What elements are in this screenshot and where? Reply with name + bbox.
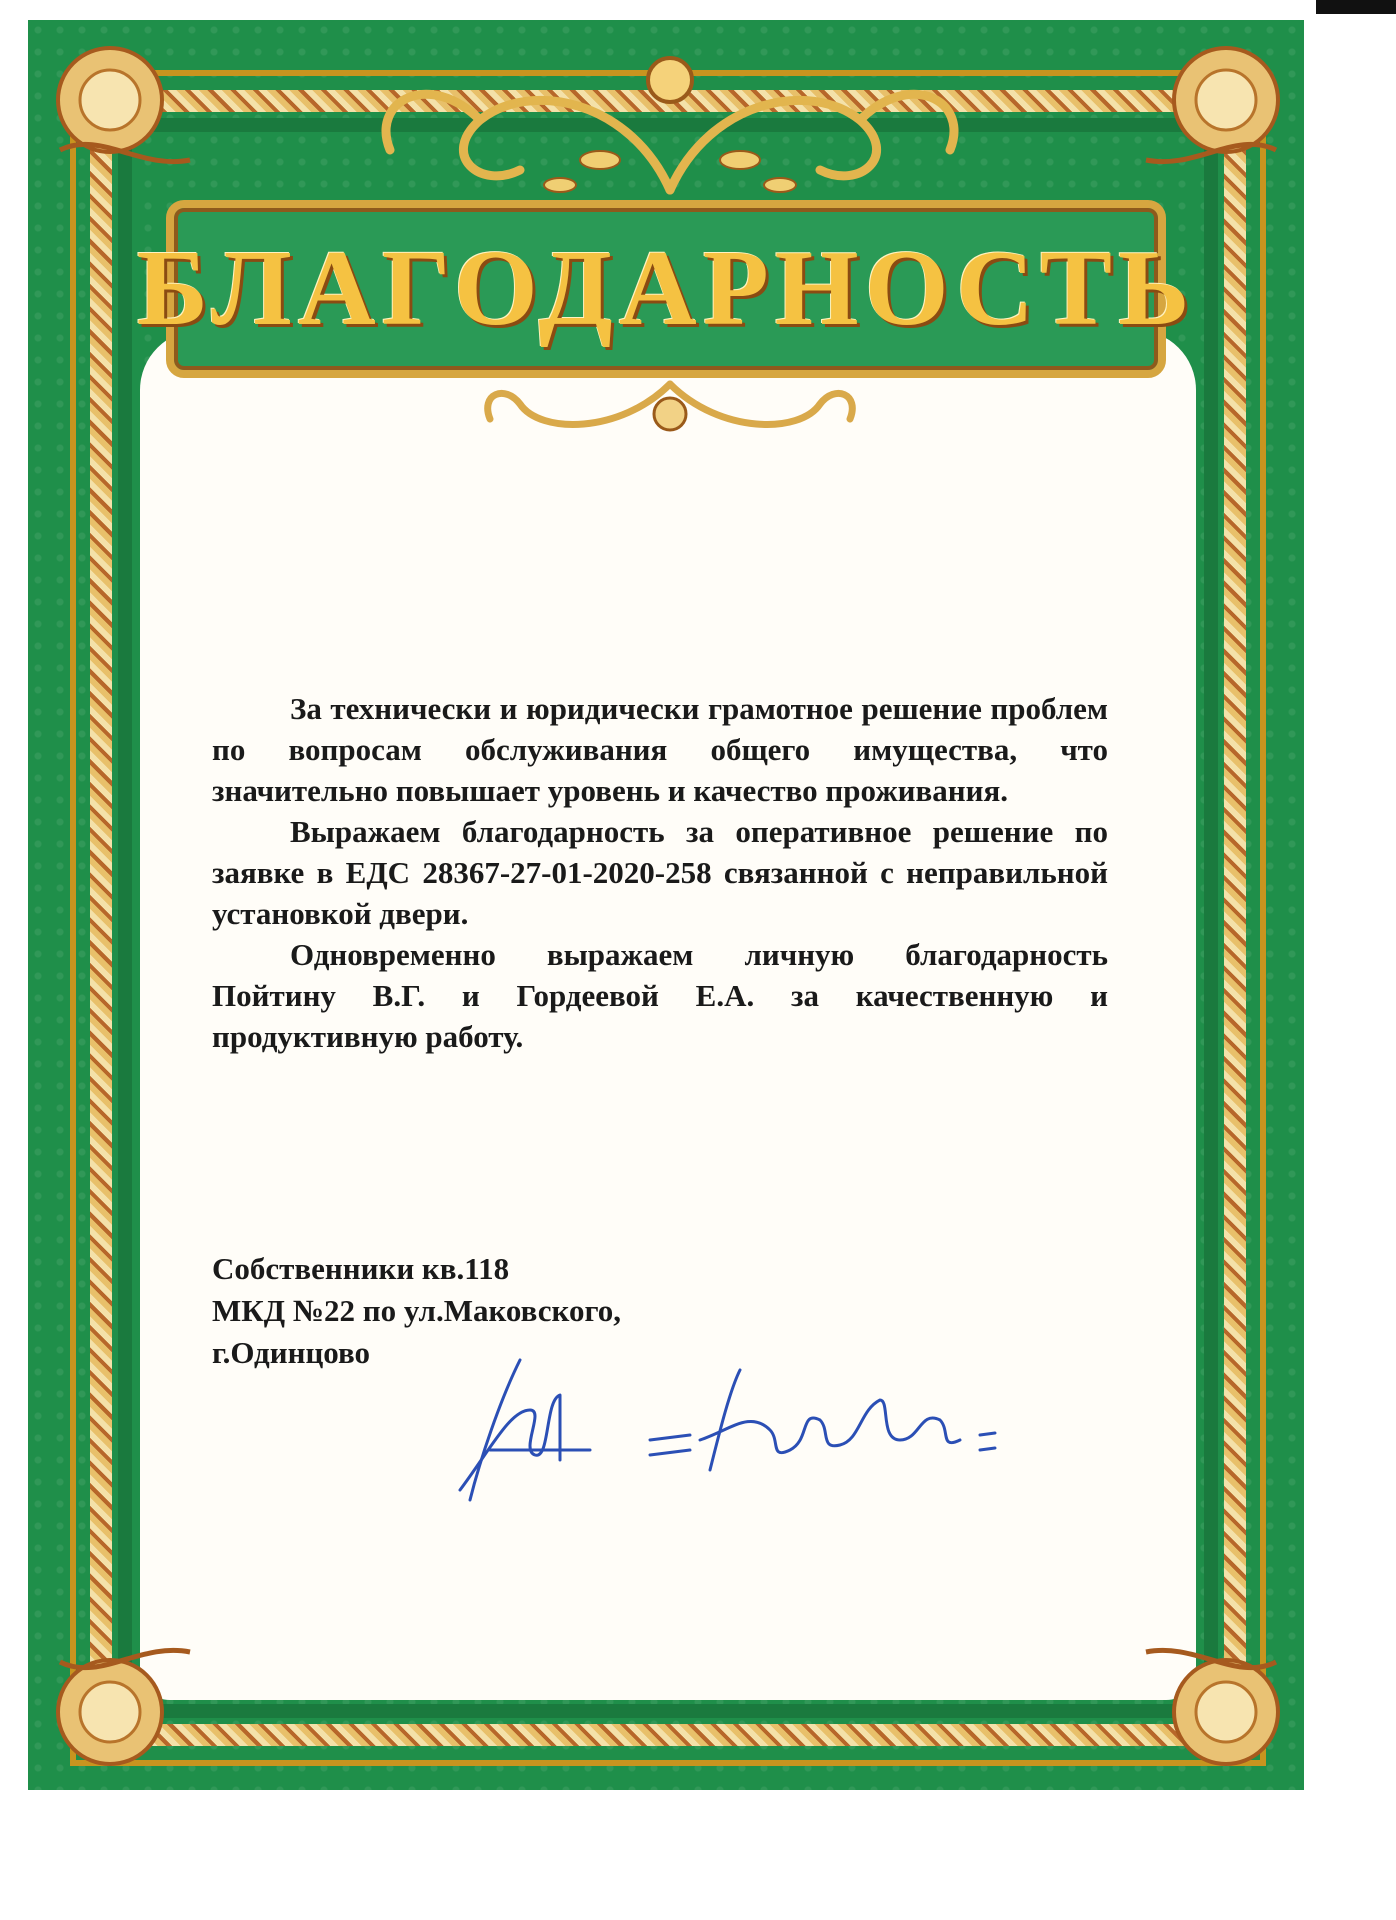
title-bottom-ornament-icon (400, 374, 940, 454)
scan-edge-mark (1316, 0, 1396, 14)
body-paragraph-1: За технически и юридически грамотное решение проблем по вопросам обслуживания общего имущества, что значительно повышает уровень и качество проживания. (212, 691, 1108, 808)
corner-ornament-top-left-icon (40, 30, 210, 200)
sender-line-owners: Собственники кв.118 (212, 1251, 510, 1286)
certificate-title: БЛАГОДАРНОСТЬ (136, 229, 1196, 348)
sender-line-building: МКД №22 по ул.Маковского, (212, 1293, 622, 1328)
corner-ornament-top-right-icon (1126, 30, 1296, 200)
crest-scroll-ornament-icon (330, 40, 1010, 210)
sender-line-city: г.Одинцово (212, 1335, 371, 1370)
body-paragraph-2: Выражаем благодарность за оперативное решение по заявке в ЕДС 28367-27-01-2020-258 связанной с неправильной установкой двери. (212, 814, 1108, 931)
corner-ornament-bottom-right-icon (1126, 1612, 1296, 1782)
certificate-body (212, 688, 1108, 1057)
corner-ornament-bottom-left-icon (40, 1612, 210, 1782)
body-paragraph-3: Одновременно выражаем личную благодарность Пойтину В.Г. и Гордеевой Е.А. за качественную и продуктивную работу. (212, 937, 1108, 1054)
handwritten-signature (450, 1340, 1050, 1510)
